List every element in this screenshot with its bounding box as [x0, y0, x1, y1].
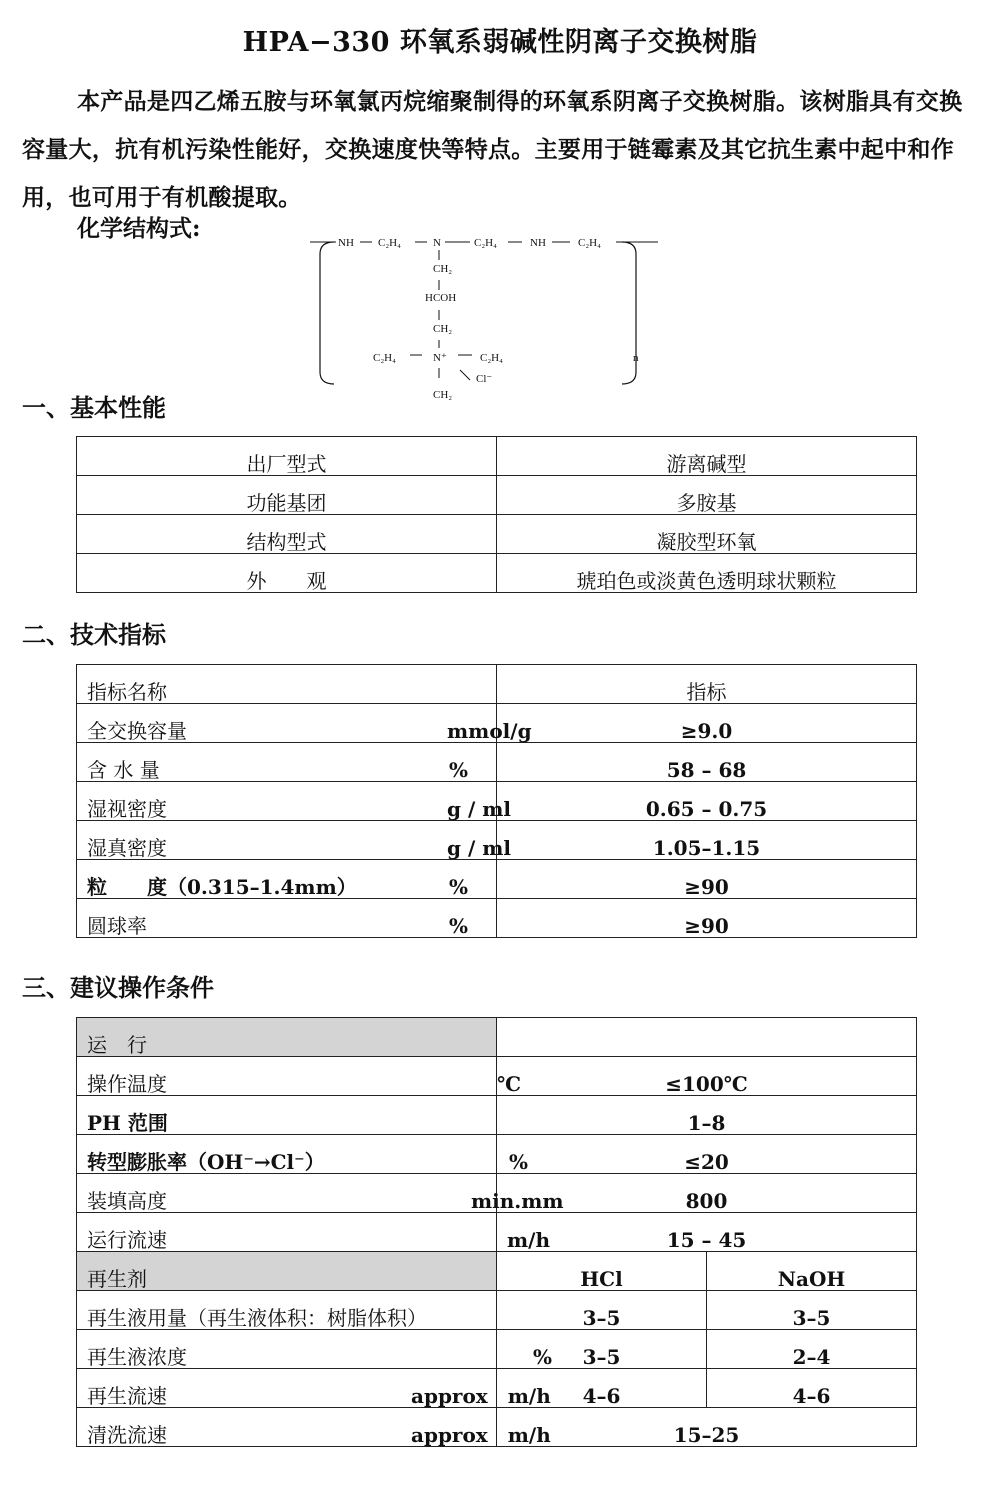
page-title: HPA−330 环氧系弱碱性阴离子交换树脂 [242, 27, 758, 58]
regen-name: 再生液用量（再生液体积：树脂体积） [77, 1291, 497, 1330]
op-unit: % [509, 1150, 529, 1174]
regen-unit: approx m/h [411, 1384, 551, 1408]
regen-hcl: 3–5 [497, 1291, 707, 1330]
table-row [77, 899, 917, 938]
n-plus: N⁺ [433, 352, 447, 364]
table-row [77, 1213, 917, 1252]
spec-name: 全交换容量 [87, 719, 187, 743]
structure-label: 化学结构式: [77, 215, 201, 242]
chemical-structure-diagram [300, 224, 660, 406]
table-row [77, 1174, 917, 1213]
wash-value: 15–25 [497, 1408, 917, 1447]
header-value: 指标 [497, 665, 917, 704]
header-name: 指标名称 [77, 665, 497, 704]
table-row [77, 1291, 917, 1330]
table-row [77, 1252, 917, 1291]
run-header: 运 行 [77, 1018, 497, 1057]
regen-hcl: 4–6 [497, 1369, 707, 1408]
intro-paragraph: 本产品是四乙烯五胺与环氧氯丙烷缩聚制得的环氧系阴离子交换树脂。该树脂具有交换容量大，抗有机污染性能好，交换速度快等特点。主要用于链霉素及其它抗生素中起中和作用，也可用于有机酸提取。 [22, 88, 963, 211]
table-row [77, 1096, 917, 1135]
right-c2h4: C₂H₄ [480, 352, 503, 364]
regen-col-naoh: NaOH [707, 1252, 917, 1291]
operating-conditions-table [76, 1017, 917, 1447]
section-tech: 二、技术指标 [22, 620, 166, 649]
op-name: 转型膨胀率（OH⁻→Cl⁻） [87, 1150, 325, 1174]
basic-value: 凝胶型环氧 [497, 515, 917, 554]
basic-value: 游离碱型 [497, 437, 917, 476]
table-row [77, 860, 917, 899]
basic-value: 多胺基 [497, 476, 917, 515]
regen-name: 再生液浓度 [87, 1345, 187, 1369]
table-row [77, 665, 917, 704]
wash-name: 清洗流速 [87, 1423, 167, 1447]
ch2-a: CH₂ [433, 263, 453, 275]
op-unit: ℃ [497, 1072, 521, 1096]
basic-properties-table [76, 436, 917, 593]
technical-spec-table [76, 664, 917, 938]
table-row [77, 1330, 917, 1369]
table-row [77, 1369, 917, 1408]
ch2-c: CH₂ [433, 389, 453, 401]
table-row [77, 476, 917, 515]
spec-unit: mmol/g [447, 719, 532, 743]
spec-unit: g / ml [447, 836, 511, 860]
spec-name: 粒 度（0.315–1.4mm） [87, 875, 357, 899]
table-row [77, 554, 917, 593]
op-value: 15 – 45 [497, 1213, 917, 1252]
regen-naoh: 4–6 [707, 1369, 917, 1408]
basic-value: 琥珀色或淡黄色透明球状颗粒 [497, 554, 917, 593]
chain-nh-2: NH [530, 237, 546, 249]
spec-value: ≥90 [497, 899, 917, 938]
regen-unit: % [533, 1345, 553, 1369]
op-name: 装填高度 [87, 1189, 167, 1213]
spec-name: 湿真密度 [87, 836, 167, 860]
op-value: ≤20 [497, 1135, 917, 1174]
chain-nh-1: NH [338, 237, 354, 249]
ch2-b: CH₂ [433, 323, 453, 335]
op-value: 800 [497, 1174, 917, 1213]
spec-unit: % [449, 914, 469, 938]
left-c2h4: C₂H₄ [373, 352, 396, 364]
section-basic: 一、基本性能 [22, 393, 166, 422]
table-row [77, 743, 917, 782]
op-value: 1–8 [497, 1096, 917, 1135]
basic-label: 出厂型式 [77, 437, 497, 476]
spec-unit: % [449, 758, 469, 782]
spec-value: ≥9.0 [497, 704, 917, 743]
op-name: 操作温度 [87, 1072, 167, 1096]
hcoh-group: HCOH [425, 292, 457, 304]
regen-col-hcl: HCl [497, 1252, 707, 1291]
spec-value: 58 – 68 [497, 743, 917, 782]
spec-unit: g / ml [447, 797, 511, 821]
regen-naoh: 3–5 [707, 1291, 917, 1330]
regen-name: 再生流速 [87, 1384, 167, 1408]
table-row [77, 821, 917, 860]
chain-n: N [433, 237, 441, 249]
table-row [77, 437, 917, 476]
spec-name: 含 水 量 [87, 758, 160, 782]
op-unit: min.mm [471, 1189, 564, 1213]
op-name: 运行流速 [87, 1228, 167, 1252]
table-row [77, 1057, 917, 1096]
table-row [77, 1135, 917, 1174]
chain-c2h4-3: C₂H₄ [578, 237, 601, 249]
table-row [77, 1408, 917, 1447]
spec-value: 0.65 – 0.75 [497, 782, 917, 821]
op-value: ≤100℃ [497, 1057, 917, 1096]
chloride-ion: Cl⁻ [476, 373, 493, 385]
regen-header: 再生剂 [77, 1252, 497, 1291]
regen-naoh: 2–4 [707, 1330, 917, 1369]
section-ops: 三、建议操作条件 [22, 973, 214, 1002]
table-row [77, 782, 917, 821]
spec-value: ≥90 [497, 860, 917, 899]
chain-c2h4-1: C₂H₄ [378, 237, 401, 249]
table-row [77, 515, 917, 554]
regen-hcl: 3–5 [497, 1330, 707, 1369]
spec-unit: % [449, 875, 469, 899]
spec-name: 湿视密度 [87, 797, 167, 821]
chain-c2h4-2: C₂H₄ [474, 237, 497, 249]
spec-name: 圆球率 [87, 914, 147, 938]
op-unit: m/h [507, 1228, 551, 1252]
table-row [77, 1018, 917, 1057]
basic-label: 结构型式 [77, 515, 497, 554]
wash-unit: approx m/h [411, 1423, 551, 1447]
basic-label: 功能基团 [77, 476, 497, 515]
op-name: PH 范围 [77, 1096, 497, 1135]
basic-label: 外 观 [77, 554, 497, 593]
repeat-n: n [633, 352, 639, 364]
spec-value: 1.05–1.15 [497, 821, 917, 860]
table-row [77, 704, 917, 743]
